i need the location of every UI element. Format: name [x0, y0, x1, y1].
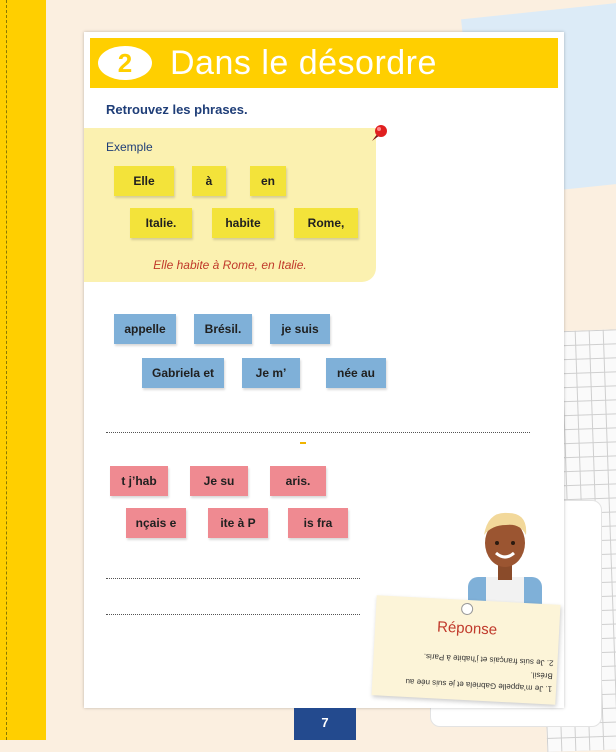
- card-pin-icon: [461, 603, 474, 616]
- stitch-line: [6, 0, 7, 740]
- answer-text: [382, 648, 554, 696]
- pushpin-icon: [370, 124, 388, 142]
- word-tile[interactable]: is fra: [288, 508, 348, 538]
- word-tile[interactable]: habite: [212, 208, 274, 238]
- example-box: [84, 128, 376, 282]
- answer-title: Réponse: [436, 618, 498, 639]
- exercise-title: Dans le désordre: [170, 44, 437, 82]
- answer-line-1: 1. Je m’appelle Gabriela et je suis née au Brésil.: [405, 670, 553, 694]
- answer-line[interactable]: [106, 432, 530, 433]
- left-yellow-bar: [0, 0, 46, 740]
- word-tile[interactable]: Brésil.: [194, 314, 252, 344]
- example-label: Exemple: [106, 140, 153, 154]
- instruction: Retrouvez les phrases.: [106, 102, 248, 117]
- word-tile[interactable]: Italie.: [130, 208, 192, 238]
- answer-line-2: 2. Je suis français et j’habite à Paris.: [423, 651, 554, 668]
- word-tile[interactable]: née au: [326, 358, 386, 388]
- word-tile[interactable]: nçais e: [126, 508, 186, 538]
- example-answer: Elle habite à Rome, en Italie.: [153, 258, 307, 272]
- word-tile[interactable]: Je su: [190, 466, 248, 496]
- answer-line[interactable]: [106, 614, 360, 615]
- dash-mark: [300, 442, 306, 444]
- answer-card: [372, 595, 561, 704]
- word-tile[interactable]: en: [250, 166, 286, 196]
- exercise-header: [90, 38, 558, 88]
- exercise-number: 2: [98, 46, 152, 80]
- word-tile[interactable]: Elle: [114, 166, 174, 196]
- word-tile[interactable]: t j’hab: [110, 466, 168, 496]
- word-tile[interactable]: aris.: [270, 466, 326, 496]
- boy-illustration: [460, 505, 550, 610]
- word-tile[interactable]: Je m’: [242, 358, 300, 388]
- word-tile[interactable]: Rome,: [294, 208, 358, 238]
- answer-line[interactable]: [106, 578, 360, 579]
- word-tile[interactable]: Gabriela et: [142, 358, 224, 388]
- word-tile[interactable]: appelle: [114, 314, 176, 344]
- word-tile[interactable]: à: [192, 166, 226, 196]
- word-tile[interactable]: je suis: [270, 314, 330, 344]
- page-number: 7: [294, 708, 356, 740]
- word-tile[interactable]: ite à P: [208, 508, 268, 538]
